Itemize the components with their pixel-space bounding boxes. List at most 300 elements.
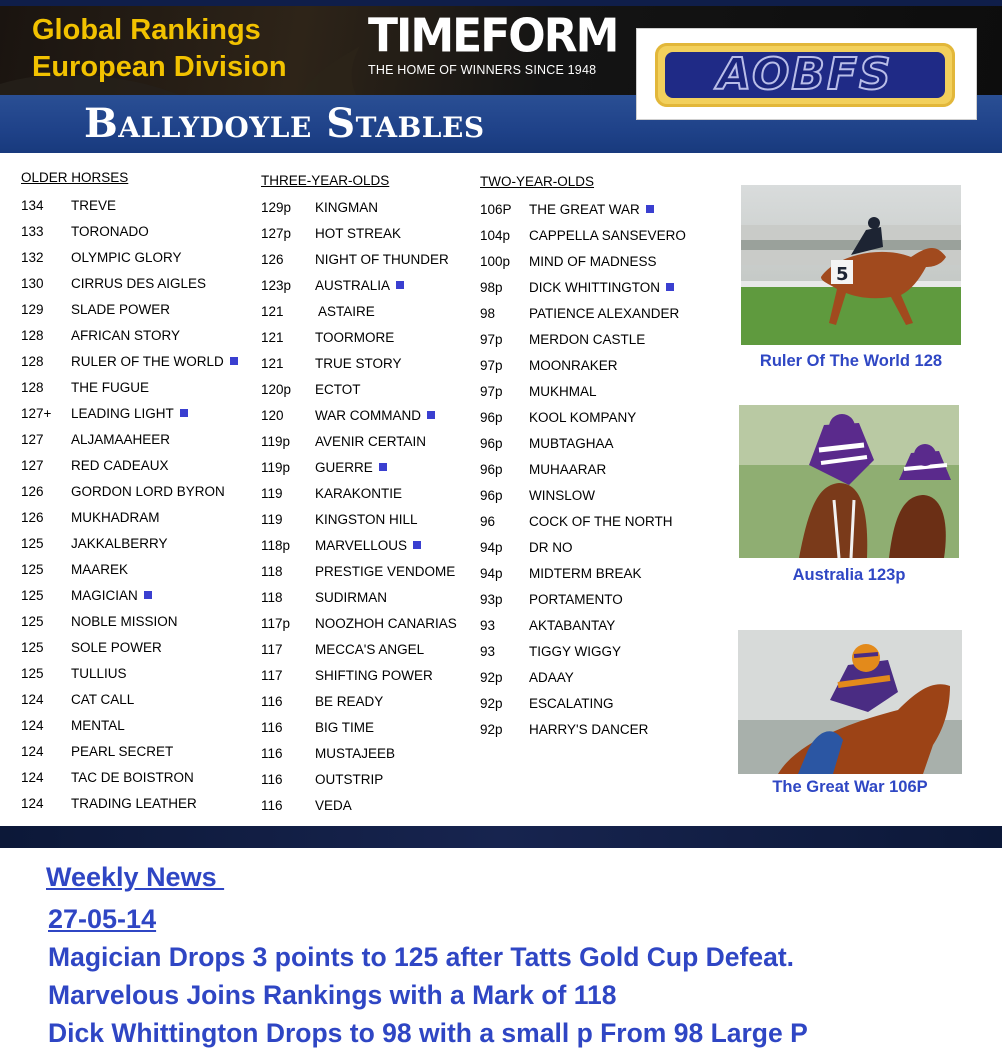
ranking-row <box>480 226 729 252</box>
horse-name-cell <box>71 716 125 736</box>
horse-name-cell <box>315 276 404 296</box>
horse-rating: 96p <box>480 488 503 503</box>
horse-rating: 124 <box>21 744 44 759</box>
horse-rating: 121 <box>261 330 284 345</box>
ranking-row <box>480 200 729 226</box>
ranking-row <box>21 742 271 768</box>
horse-name: ECTOT <box>315 382 361 397</box>
horse-rating: 126 <box>21 484 44 499</box>
horse-name-cell <box>529 304 679 324</box>
horse-rating: 96 <box>480 514 496 529</box>
horse-rating: 117p <box>261 616 291 631</box>
horse-name: TULLIUS <box>71 666 127 681</box>
racehorse-photo-image <box>739 405 959 558</box>
aobfs-logo <box>655 43 955 107</box>
ranking-row <box>261 484 515 510</box>
horse-rating: 125 <box>21 614 44 629</box>
news-item: Dick Whittington Drops to 98 with a small p From 98 Large P <box>48 1018 808 1048</box>
horse-name-cell <box>71 560 128 580</box>
ranking-row <box>21 196 271 222</box>
timeform-wordmark: TIMEFORM <box>368 9 618 64</box>
ballydoyle-marker-icon <box>180 409 188 417</box>
horse-rating: 100p <box>480 254 511 269</box>
horse-rating: 126 <box>21 510 44 525</box>
horse-name: OUTSTRIP <box>315 772 384 787</box>
ranking-row <box>21 586 271 612</box>
horse-name: THE FUGUE <box>71 380 150 395</box>
horse-rating: 128 <box>21 380 44 395</box>
ranking-row <box>480 720 729 746</box>
ranking-row <box>261 354 515 380</box>
horse-rating: 125 <box>21 536 44 551</box>
horse-rating: 130 <box>21 276 44 291</box>
horse-name-cell <box>315 562 455 582</box>
ranking-row <box>261 250 515 276</box>
horse-rating: 97p <box>480 358 503 373</box>
horse-name-cell <box>71 768 194 788</box>
ranking-row <box>480 330 729 356</box>
horse-rating: 123p <box>261 278 292 293</box>
aobfs-logo-text: AOBFS <box>665 52 945 98</box>
two-year-olds-heading: TWO-YEAR-OLDS <box>480 174 595 189</box>
horse-rating: 124 <box>21 692 44 707</box>
horse-rating: 120p <box>261 382 292 397</box>
horse-rating: 117 <box>261 668 283 683</box>
horse-name: TREVE <box>71 198 117 213</box>
horse-name: MOONRAKER <box>529 358 618 373</box>
ranking-row <box>480 668 729 694</box>
australia-caption: Australia 123p <box>792 566 906 584</box>
horse-name: PRESTIGE VENDOME <box>315 564 456 579</box>
horse-rating: 116 <box>261 720 283 735</box>
horse-name: AVENIR CERTAIN <box>315 434 427 449</box>
horse-name: AKTABANTAY <box>529 618 616 633</box>
ranking-row <box>261 588 515 614</box>
three-year-olds-heading: THREE-YEAR-OLDS <box>261 173 390 188</box>
horse-name-cell <box>315 588 387 608</box>
horse-name: THE GREAT WAR <box>529 202 640 217</box>
horse-rating: 126 <box>261 252 284 267</box>
timeform-logo <box>368 9 618 77</box>
horse-name: KARAKONTIE <box>315 486 403 501</box>
rankings-title <box>32 12 287 86</box>
horse-rating: 96p <box>480 462 503 477</box>
horse-name: COCK OF THE NORTH <box>529 514 673 529</box>
horse-name-cell <box>315 458 387 478</box>
horse-rating: 119 <box>261 512 283 527</box>
ranking-row <box>261 198 515 224</box>
ranking-row <box>480 434 729 460</box>
horse-name: HARRY'S DANCER <box>529 722 649 737</box>
aobfs-logo-box <box>636 28 977 120</box>
horse-rating: 125 <box>21 562 44 577</box>
horse-rating: 124 <box>21 796 44 811</box>
horse-rating: 129p <box>261 200 292 215</box>
horse-name: CAT CALL <box>71 692 135 707</box>
ranking-row <box>261 640 515 666</box>
horse-rating: 120 <box>261 408 284 423</box>
horse-name: TORONADO <box>71 224 149 239</box>
horse-rating: 92p <box>480 670 503 685</box>
australia-photo <box>739 405 959 558</box>
horse-name-cell <box>71 664 127 684</box>
horse-name: PORTAMENTO <box>529 592 623 607</box>
horse-name: VEDA <box>315 798 352 813</box>
horse-rating: 116 <box>261 694 283 709</box>
horse-rating: 128 <box>21 328 44 343</box>
horse-name-cell <box>529 538 573 558</box>
ballydoyle-marker-icon <box>396 281 404 289</box>
ruler-of-the-world-caption: Ruler Of The World 128 <box>759 352 943 370</box>
horse-name-cell <box>529 642 621 662</box>
ranking-row <box>21 248 271 274</box>
racehorse-photo-image <box>741 185 961 345</box>
horse-rating: 127 <box>21 432 44 447</box>
ranking-row <box>21 612 271 638</box>
ranking-row <box>21 300 271 326</box>
horse-name: DICK WHITTINGTON <box>529 280 660 295</box>
horse-name: MAAREK <box>71 562 129 577</box>
horse-name-cell <box>315 484 402 504</box>
horse-name-cell <box>71 638 162 658</box>
horse-name: MARVELLOUS <box>315 538 408 553</box>
horse-name: MIND OF MADNESS <box>529 254 657 269</box>
horse-name: ASTAIRE <box>315 304 375 319</box>
horse-name-cell <box>315 380 361 400</box>
ballydoyle-marker-icon <box>646 205 654 213</box>
ranking-row <box>21 768 271 794</box>
horse-name: AUSTRALIA <box>315 278 391 293</box>
ranking-row <box>21 508 271 534</box>
weekly-news-title: Weekly News <box>46 862 225 892</box>
ranking-row <box>480 382 729 408</box>
racehorse-photo-image <box>738 630 962 774</box>
ranking-row <box>21 638 271 664</box>
horse-name: TOORMORE <box>315 330 395 345</box>
horse-name: TIGGY WIGGY <box>529 644 622 659</box>
horse-name: BE READY <box>315 694 384 709</box>
horse-name-cell <box>315 328 394 348</box>
horse-rating: 116 <box>261 746 283 761</box>
horse-name-cell <box>315 406 435 426</box>
horse-name-cell <box>529 434 614 454</box>
horse-name: AFRICAN STORY <box>71 328 181 343</box>
horse-name: KOOL KOMPANY <box>529 410 637 425</box>
ranking-row <box>21 274 271 300</box>
weekly-news-section <box>0 848 1002 1060</box>
rankings-title-line1: Global Rankings <box>32 14 261 46</box>
horse-rating: 132 <box>21 250 44 265</box>
horse-name: MUKHADRAM <box>71 510 160 525</box>
horse-name-cell <box>71 352 238 372</box>
horse-name-cell <box>71 300 170 320</box>
horse-name-cell <box>71 794 197 814</box>
horse-name-cell <box>529 720 648 740</box>
ranking-row <box>261 276 515 302</box>
horse-name-cell <box>529 668 574 688</box>
horse-name: ALJAMAAHEER <box>71 432 171 447</box>
horse-rating: 106P <box>480 202 512 217</box>
horse-name: MENTAL <box>71 718 125 733</box>
horse-name: RED CADEAUX <box>71 458 169 473</box>
horse-name-cell <box>529 226 686 246</box>
horse-name-cell <box>71 326 180 346</box>
horse-name: PATIENCE ALEXANDER <box>529 306 680 321</box>
horse-rating: 98 <box>480 306 496 321</box>
news-item: Marvelous Joins Rankings with a Mark of 118 <box>48 980 617 1010</box>
horse-rating: 119 <box>261 486 283 501</box>
horse-rating: 121 <box>261 304 284 319</box>
horse-name: MUSTAJEEB <box>315 746 396 761</box>
horse-rating: 133 <box>21 224 44 239</box>
ballydoyle-marker-icon <box>144 591 152 599</box>
news-date: 27-05-14 <box>48 904 157 934</box>
ballydoyle-marker-icon <box>427 411 435 419</box>
horse-name-cell <box>529 252 657 272</box>
horse-name-cell <box>315 302 375 322</box>
horse-name: WAR COMMAND <box>315 408 421 423</box>
ruler-of-the-world-photo <box>741 185 961 345</box>
ranking-row <box>261 536 515 562</box>
horse-name-cell <box>315 198 378 218</box>
ranking-row <box>21 716 271 742</box>
horse-name: ADAAY <box>529 670 574 685</box>
ranking-row <box>21 326 271 352</box>
horse-name: NOBLE MISSION <box>71 614 178 629</box>
horse-name: MECCA'S ANGEL <box>315 642 425 657</box>
horse-rating: 96p <box>480 410 503 425</box>
horse-rating: 127p <box>261 226 292 241</box>
ranking-row <box>21 456 271 482</box>
ranking-row <box>21 690 271 716</box>
horse-name: OLYMPIC GLORY <box>71 250 182 265</box>
horse-name-cell <box>315 692 383 712</box>
horse-name: ESCALATING <box>529 696 614 711</box>
ranking-row <box>480 616 729 642</box>
horse-name: LEADING LIGHT <box>71 406 174 421</box>
ranking-row <box>261 380 515 406</box>
ranking-row <box>480 642 729 668</box>
horse-rating: 124 <box>21 718 44 733</box>
horse-rating: 93 <box>480 618 496 633</box>
ballydoyle-marker-icon <box>230 357 238 365</box>
horse-rating: 116 <box>261 772 283 787</box>
horse-rating: 125 <box>21 588 44 603</box>
horse-name-cell <box>529 278 674 298</box>
horse-name: SUDIRMAN <box>315 590 388 605</box>
horse-rating: 117 <box>261 642 283 657</box>
horse-rating: 92p <box>480 696 503 711</box>
horse-name: TAC DE BOISTRON <box>71 770 194 785</box>
horse-name: SOLE POWER <box>71 640 162 655</box>
horse-name: JAKKALBERRY <box>71 536 168 551</box>
news-item: Magician Drops 3 points to 125 after Tatts Gold Cup Defeat. <box>48 942 795 972</box>
horse-rating: 118p <box>261 538 291 553</box>
ranking-row <box>261 614 515 640</box>
horse-name: MERDON CASTLE <box>529 332 646 347</box>
horse-name: KINGMAN <box>315 200 379 215</box>
ranking-row <box>21 378 271 404</box>
horse-name: HOT STREAK <box>315 226 402 241</box>
ranking-row <box>261 744 515 770</box>
horse-name-cell <box>529 460 606 480</box>
horse-name-cell <box>315 354 402 374</box>
horse-rating: 118 <box>261 590 283 605</box>
horse-name-cell <box>71 430 170 450</box>
horse-rating: 94p <box>480 566 503 581</box>
horse-name-cell <box>71 456 169 476</box>
ranking-row <box>261 692 515 718</box>
horse-name: RULER OF THE WORLD <box>71 354 224 369</box>
horse-name-cell <box>315 796 352 816</box>
horse-name: SHIFTING POWER <box>315 668 433 683</box>
horse-name-cell <box>71 742 173 762</box>
horse-rating: 129 <box>21 302 44 317</box>
ranking-row <box>21 430 271 456</box>
horse-name: CAPPELLA SANSEVERO <box>529 228 686 243</box>
horse-name-cell <box>315 250 449 270</box>
ranking-row <box>480 408 729 434</box>
horse-name: MUKHMAL <box>529 384 597 399</box>
horse-rating: 124 <box>21 770 44 785</box>
horse-name: MAGICIAN <box>71 588 138 603</box>
ranking-row <box>261 328 515 354</box>
ranking-row <box>261 510 515 536</box>
horse-rating: 119p <box>261 460 291 475</box>
ranking-row <box>261 770 515 796</box>
horse-name: MUBTAGHAA <box>529 436 614 451</box>
horse-rating: 97p <box>480 384 503 399</box>
ballydoyle-marker-icon <box>666 283 674 291</box>
horse-rating: 134 <box>21 198 44 213</box>
horse-rating: 116 <box>261 798 283 813</box>
horse-name-cell <box>71 612 178 632</box>
horse-name: GUERRE <box>315 460 373 475</box>
horse-name-cell <box>315 224 401 244</box>
horse-rating: 125 <box>21 666 44 681</box>
horse-name: WINSLOW <box>529 488 595 503</box>
horse-name-cell <box>71 378 149 398</box>
horse-name-cell <box>315 770 383 790</box>
horse-name-cell <box>71 534 168 554</box>
ranking-row <box>480 278 729 304</box>
ranking-row <box>21 482 271 508</box>
horse-name: BIG TIME <box>315 720 375 735</box>
horse-name-cell <box>529 200 654 220</box>
horse-name: TRUE STORY <box>315 356 402 371</box>
horse-name-cell <box>71 274 206 294</box>
horse-rating: 96p <box>480 436 503 451</box>
ranking-row <box>480 252 729 278</box>
ranking-row <box>480 564 729 590</box>
horse-name-cell <box>71 222 149 242</box>
horse-rating: 93 <box>480 644 496 659</box>
ranking-row <box>480 512 729 538</box>
ranking-row <box>261 458 515 484</box>
ranking-row <box>261 432 515 458</box>
horse-name-cell <box>71 508 160 528</box>
horse-name: KINGSTON HILL <box>315 512 418 527</box>
the-great-war-caption: The Great War 106P <box>772 778 928 796</box>
horse-name-cell <box>71 196 116 216</box>
horse-name-cell <box>529 382 597 402</box>
svg-text:5: 5 <box>836 264 849 285</box>
horse-rating: 127+ <box>21 406 52 421</box>
horse-name: TRADING LEATHER <box>71 796 197 811</box>
ranking-row <box>21 560 271 586</box>
horse-name: PEARL SECRET <box>71 744 174 759</box>
horse-rating: 125 <box>21 640 44 655</box>
stables-title: Ballydoyle Stables <box>84 100 485 147</box>
horse-name-cell <box>71 404 188 424</box>
older-horses-heading: OLDER HORSES <box>21 170 129 185</box>
horse-rating: 92p <box>480 722 503 737</box>
horse-name: GORDON LORD BYRON <box>71 484 225 499</box>
ranking-row <box>261 718 515 744</box>
footer-band <box>0 826 1002 848</box>
horse-name-cell <box>71 586 152 606</box>
horse-rating: 127 <box>21 458 44 473</box>
horse-name-cell <box>529 564 642 584</box>
horse-name-cell <box>529 590 623 610</box>
horse-name-cell <box>71 690 134 710</box>
horse-rating: 119p <box>261 434 291 449</box>
horse-name: MIDTERM BREAK <box>529 566 642 581</box>
timeform-tagline: THE HOME OF WINNERS SINCE 1948 <box>368 63 597 77</box>
horse-rating: 97p <box>480 332 503 347</box>
horse-name: NOOZHOH CANARIAS <box>315 616 457 631</box>
horse-name: NIGHT OF THUNDER <box>315 252 449 267</box>
horse-name: MUHAARAR <box>529 462 607 477</box>
ranking-row <box>480 590 729 616</box>
horse-name-cell <box>529 486 595 506</box>
ranking-row <box>261 224 515 250</box>
horse-name-cell <box>315 744 395 764</box>
horse-name: DR NO <box>529 540 573 555</box>
the-great-war-photo <box>738 630 962 774</box>
horse-name-cell <box>315 640 424 660</box>
horse-name-cell <box>315 614 457 634</box>
horse-name-cell <box>315 536 421 556</box>
ballydoyle-marker-icon <box>379 463 387 471</box>
horse-name-cell <box>315 666 433 686</box>
horse-rating: 93p <box>480 592 503 607</box>
ranking-row <box>480 486 729 512</box>
horse-name-cell <box>529 512 673 532</box>
ranking-row <box>480 538 729 564</box>
horse-rating: 121 <box>261 356 284 371</box>
ranking-row <box>21 404 271 430</box>
ranking-row <box>480 304 729 330</box>
horse-name-cell <box>315 432 426 452</box>
horse-name-cell <box>315 510 418 530</box>
ranking-row <box>480 356 729 382</box>
horse-rating: 94p <box>480 540 503 555</box>
ranking-row <box>261 666 515 692</box>
horse-name-cell <box>529 694 614 714</box>
ranking-row <box>21 534 271 560</box>
ranking-row <box>21 222 271 248</box>
horse-name-cell <box>529 616 615 636</box>
ranking-row <box>21 352 271 378</box>
ranking-row <box>261 302 515 328</box>
horse-name-cell <box>71 248 182 268</box>
ranking-row <box>21 664 271 690</box>
ranking-row <box>21 794 271 820</box>
ranking-row <box>261 796 515 822</box>
ranking-row <box>480 694 729 720</box>
horse-rating: 98p <box>480 280 503 295</box>
